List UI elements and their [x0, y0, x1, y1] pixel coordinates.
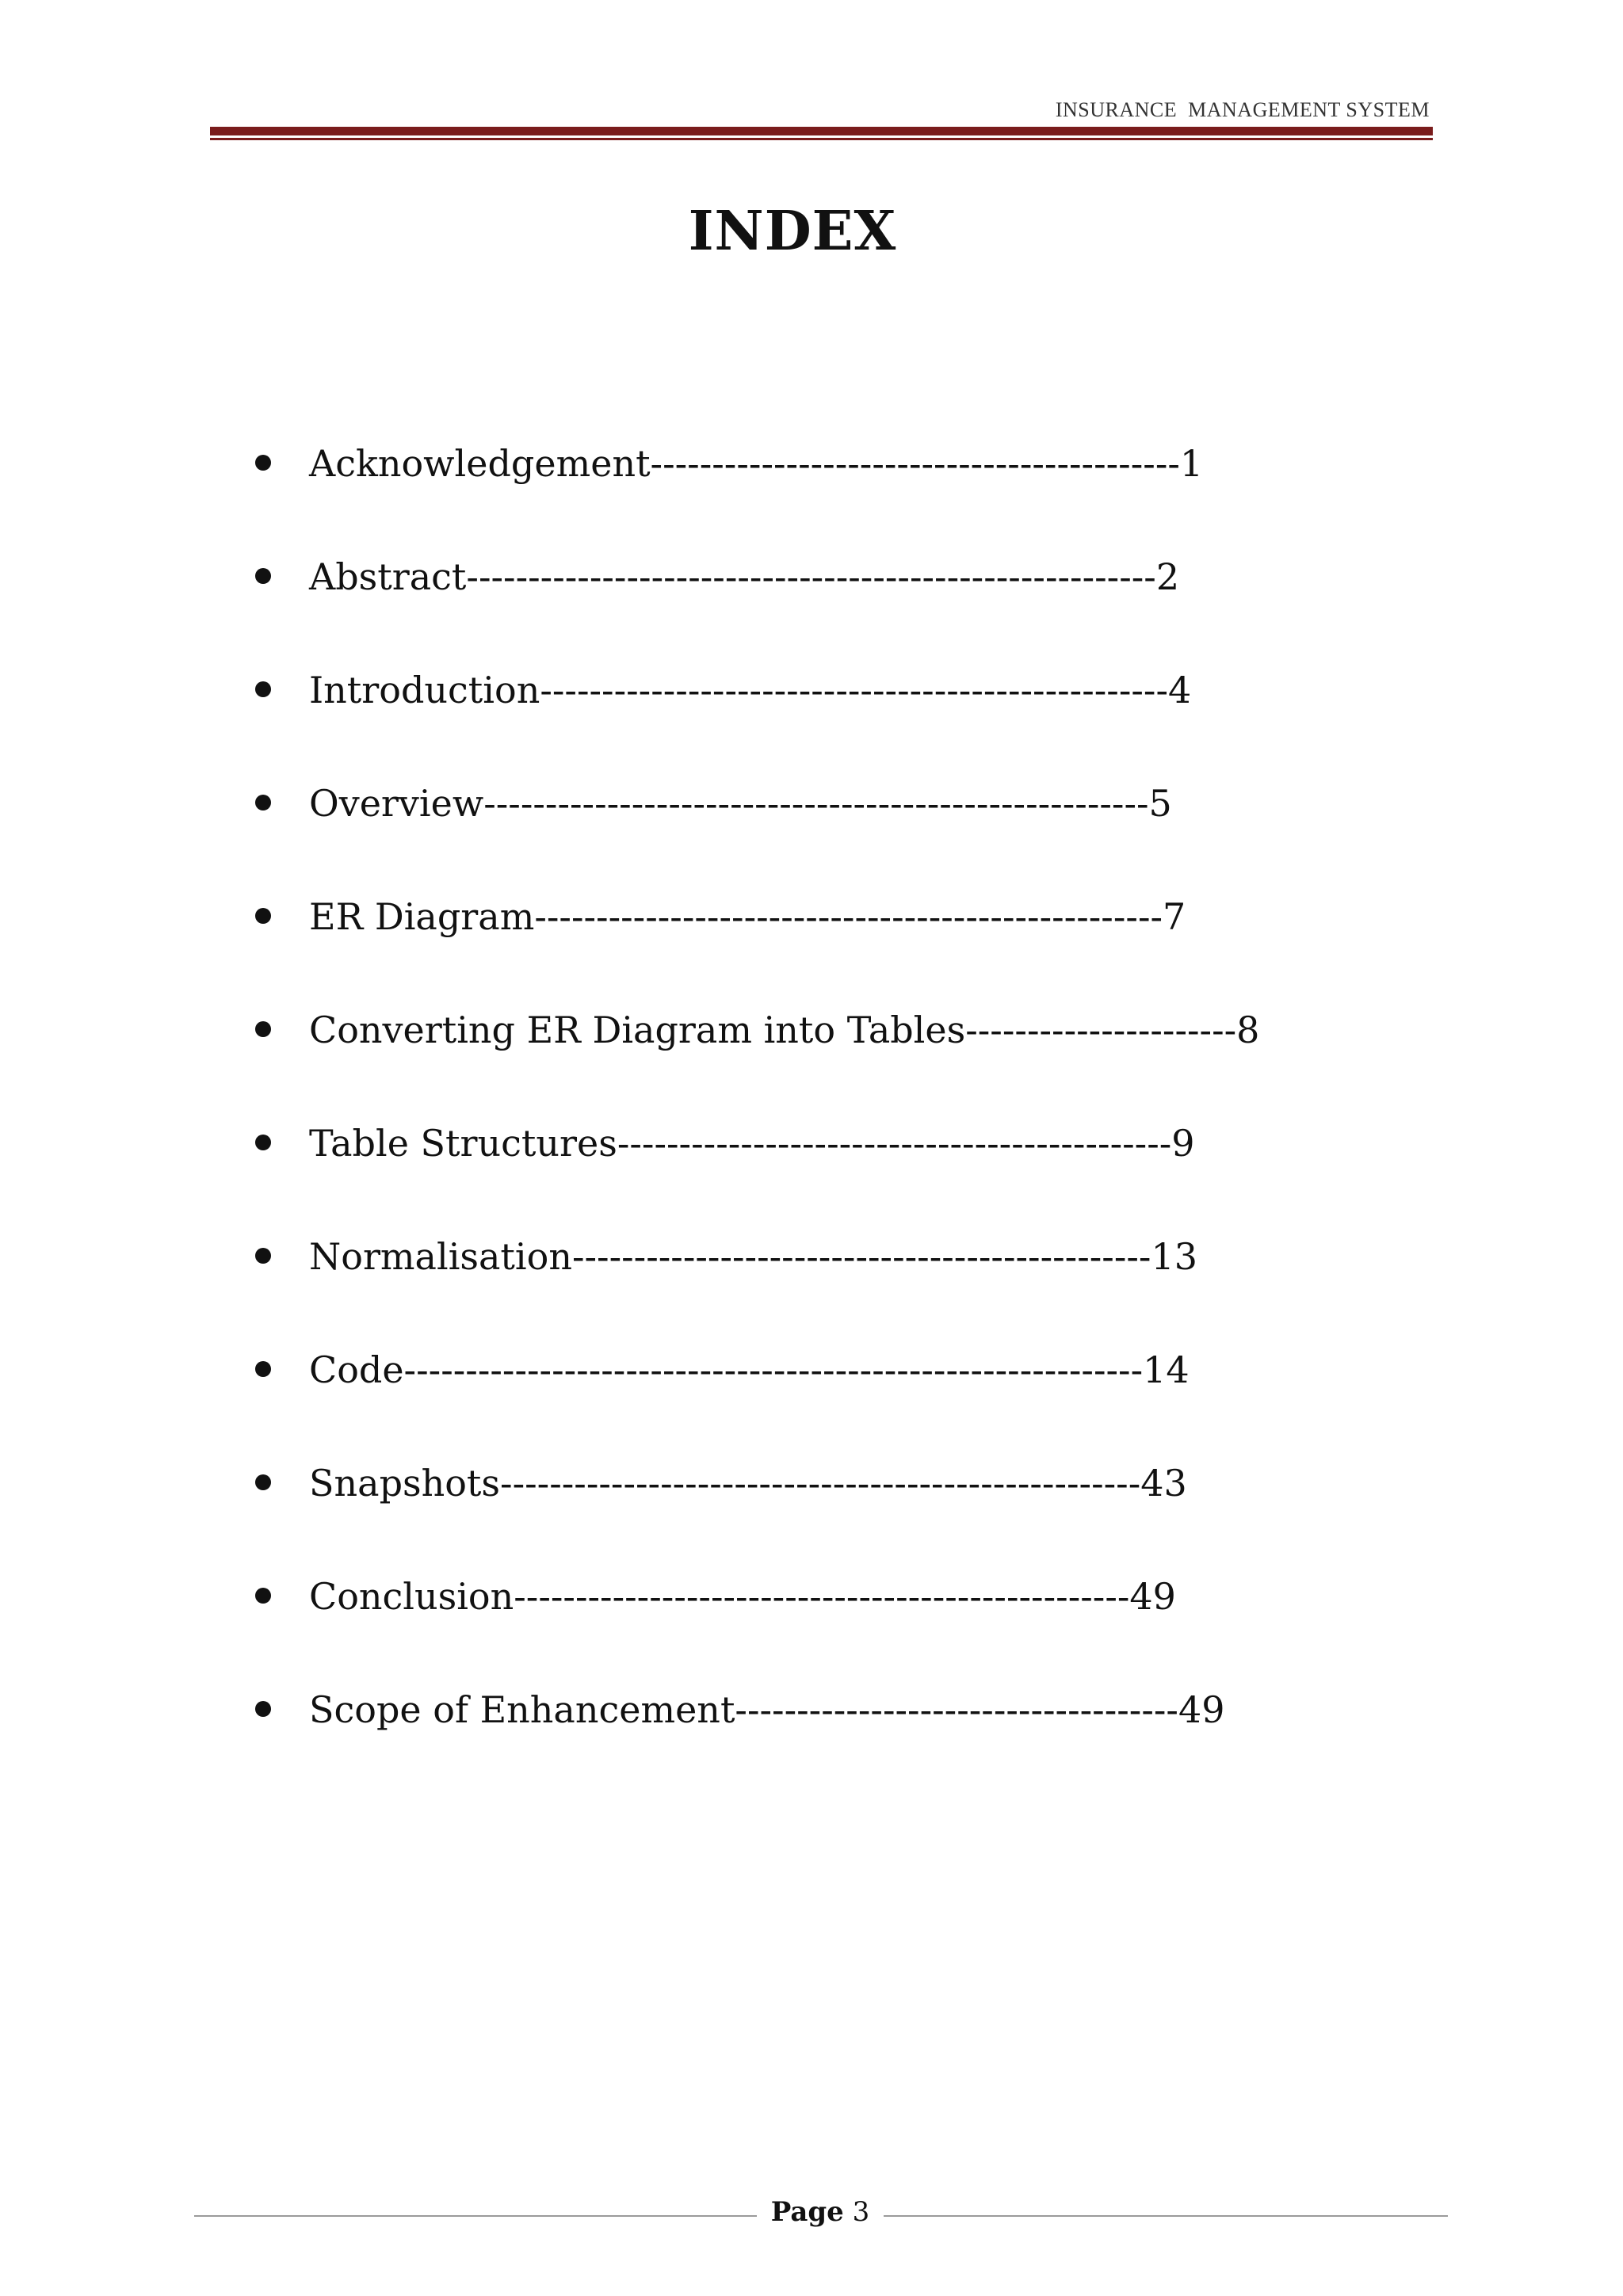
bullet-icon: [255, 1701, 271, 1717]
bullet-icon: [255, 795, 271, 810]
toc-item-text: Snapshots----------------------------------------------------43: [309, 1462, 1187, 1505]
toc-item-text: Code------------------------------------------------------------14: [309, 1348, 1190, 1391]
bullet-icon: [255, 1248, 271, 1264]
toc-item-normalisation: [255, 1227, 1444, 1341]
bullet-icon: [255, 681, 271, 697]
header-rule-thin: [210, 138, 1433, 140]
toc-item-scope-of-enhancement: [255, 1680, 1444, 1794]
toc-item-introduction: [255, 661, 1444, 774]
running-header: INSURANCE MANAGEMENT SYSTEM: [1055, 98, 1430, 121]
bullet-icon: [255, 1588, 271, 1604]
toc-item-text: Normalisation-----------------------------------------------13: [309, 1235, 1198, 1278]
bullet-icon: [255, 1135, 271, 1150]
toc-item-text: ER Diagram---------------------------------------------------7: [309, 895, 1186, 938]
bullet-icon: [255, 1361, 271, 1377]
page-label: Page: [770, 2196, 844, 2228]
toc-item-conclusion: [255, 1567, 1444, 1680]
toc-item-snapshots: [255, 1454, 1444, 1567]
toc-item-er-diagram: [255, 887, 1444, 1001]
toc-item-text: Table Structures---------------------------------------------9: [309, 1122, 1195, 1165]
toc-item-text: Abstract--------------------------------------------------------2: [309, 555, 1180, 598]
page-number-value: 3: [852, 2196, 870, 2228]
toc-item-text: Introduction---------------------------------------------------4: [309, 669, 1192, 711]
toc-item-text: Overview------------------------------------------------------5: [309, 782, 1172, 825]
toc-item-converting-er-diagram: [255, 1001, 1444, 1114]
page-number: [757, 2196, 884, 2228]
toc-item-text: Converting ER Diagram into Tables----------------------8: [309, 1009, 1260, 1051]
header-rule-thick: [210, 127, 1433, 135]
toc-item-abstract: [255, 547, 1444, 661]
bullet-icon: [255, 568, 271, 584]
bullet-icon: [255, 908, 271, 924]
toc-item-text: Scope of Enhancement------------------------------------49: [309, 1688, 1225, 1731]
toc-item-text: Conclusion--------------------------------------------------49: [309, 1575, 1176, 1618]
toc-item-table-structures: [255, 1114, 1444, 1227]
footer-rule-right: [884, 2215, 1448, 2217]
toc-item-overview: [255, 774, 1444, 887]
bullet-icon: [255, 1021, 271, 1037]
toc-item-text: Acknowledgement-------------------------------------------1: [309, 442, 1204, 485]
footer-rule-left: [194, 2215, 757, 2217]
toc-item-code: [255, 1341, 1444, 1454]
table-of-contents: [255, 434, 1444, 1794]
bullet-icon: [255, 1474, 271, 1490]
toc-item-acknowledgement: [255, 434, 1444, 547]
page-title: INDEX: [688, 200, 897, 263]
bullet-icon: [255, 455, 271, 471]
